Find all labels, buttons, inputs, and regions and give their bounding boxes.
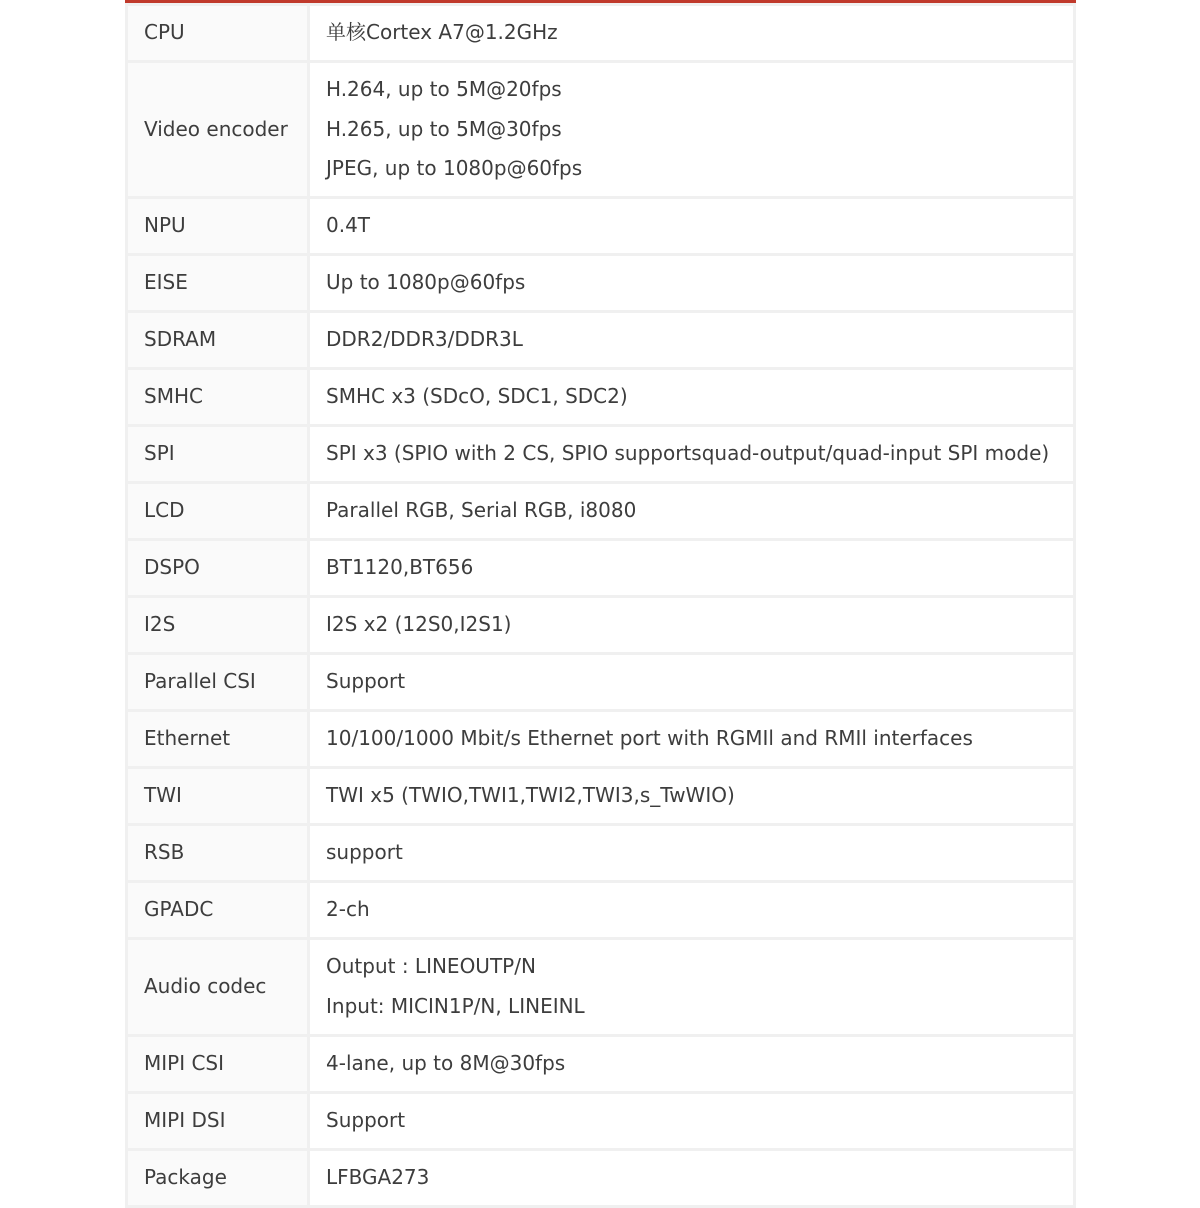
spec-value: LFBGA273: [326, 1164, 430, 1189]
table-row: [127, 369, 1075, 426]
spec-label: I2S: [127, 597, 309, 654]
spec-value-cell: [309, 5, 1075, 62]
spec-label: GPADC: [127, 882, 309, 939]
spec-label: SDRAM: [127, 312, 309, 369]
spec-value-cell: [309, 62, 1075, 198]
table-row: [127, 654, 1075, 711]
spec-value: Input: MICIN1P/N, LINEINL: [326, 993, 585, 1018]
spec-table: [125, 3, 1076, 1208]
spec-table-container: [125, 0, 1076, 1208]
spec-label: MIPI CSI: [127, 1035, 309, 1092]
spec-value: 10/100/1000 Mbit/s Ethernet port with RGMIl and RMIl interfaces: [326, 726, 973, 751]
spec-value: Support: [326, 669, 406, 694]
spec-value-cell: [309, 825, 1075, 882]
table-row: [127, 198, 1075, 255]
table-row: [127, 1149, 1075, 1206]
spec-value-cell: [309, 1035, 1075, 1092]
spec-label: LCD: [127, 483, 309, 540]
spec-value: SPI x3 (SPIO with 2 CS, SPIO supportsquad-output/quad-input SPI mode): [326, 441, 1050, 466]
table-row: [127, 255, 1075, 312]
spec-value: SMHC x3 (SDcO, SDC1, SDC2): [326, 384, 628, 409]
table-row: [127, 1092, 1075, 1149]
spec-value: Up to 1080p@60fps: [326, 270, 526, 295]
spec-value: 4-lane, up to 8M@30fps: [326, 1050, 566, 1075]
spec-value-cell: [309, 654, 1075, 711]
spec-label: MIPI DSI: [127, 1092, 309, 1149]
spec-value-cell: [309, 768, 1075, 825]
spec-value: JPEG, up to 1080p@60fps: [326, 156, 583, 181]
table-row: [127, 540, 1075, 597]
spec-value: BT1120,BT656: [326, 555, 474, 580]
spec-label: SPI: [127, 426, 309, 483]
spec-value-cell: [309, 426, 1075, 483]
spec-value: H.265, up to 5M@30fps: [326, 116, 562, 141]
spec-value: support: [326, 840, 403, 865]
spec-label: Video encoder: [127, 62, 309, 198]
spec-value-cell: [309, 882, 1075, 939]
table-row: [127, 5, 1075, 62]
spec-value-cell: [309, 711, 1075, 768]
spec-value-cell: [309, 939, 1075, 1036]
table-row: [127, 711, 1075, 768]
spec-value: DDR2/DDR3/DDR3L: [326, 327, 523, 352]
spec-label: Package: [127, 1149, 309, 1206]
spec-label: Ethernet: [127, 711, 309, 768]
spec-value-cell: [309, 198, 1075, 255]
spec-value: TWI x5 (TWIO,TWI1,TWI2,TWI3,s_TwWIO): [326, 783, 735, 808]
spec-label: Audio codec: [127, 939, 309, 1036]
spec-value: Support: [326, 1107, 406, 1132]
spec-label: TWI: [127, 768, 309, 825]
table-row: [127, 62, 1075, 198]
table-row: [127, 825, 1075, 882]
spec-value-cell: [309, 1149, 1075, 1206]
spec-value: I2S x2 (12S0,I2S1): [326, 612, 512, 637]
table-row: [127, 768, 1075, 825]
spec-label: DSPO: [127, 540, 309, 597]
table-row: [127, 312, 1075, 369]
table-row: [127, 882, 1075, 939]
spec-label: NPU: [127, 198, 309, 255]
spec-label: EISE: [127, 255, 309, 312]
table-row: [127, 483, 1075, 540]
spec-value: H.264, up to 5M@20fps: [326, 77, 562, 102]
spec-value-cell: [309, 369, 1075, 426]
table-row: [127, 939, 1075, 1036]
spec-value: Parallel RGB, Serial RGB, i8080: [326, 498, 637, 523]
spec-value-cell: [309, 255, 1075, 312]
spec-value: 2-ch: [326, 897, 370, 922]
spec-value: 0.4T: [326, 213, 371, 238]
spec-table-body: [127, 5, 1075, 1207]
spec-label: CPU: [127, 5, 309, 62]
table-row: [127, 1035, 1075, 1092]
spec-value-cell: [309, 1092, 1075, 1149]
spec-value: Output : LINEOUTP/N: [326, 954, 536, 979]
spec-label: Parallel CSI: [127, 654, 309, 711]
spec-value-cell: [309, 597, 1075, 654]
spec-value: 单核Cortex A7@1.2GHz: [326, 20, 558, 45]
spec-value-cell: [309, 312, 1075, 369]
table-row: [127, 597, 1075, 654]
spec-value-cell: [309, 540, 1075, 597]
spec-label: SMHC: [127, 369, 309, 426]
spec-value-cell: [309, 483, 1075, 540]
spec-label: RSB: [127, 825, 309, 882]
table-row: [127, 426, 1075, 483]
